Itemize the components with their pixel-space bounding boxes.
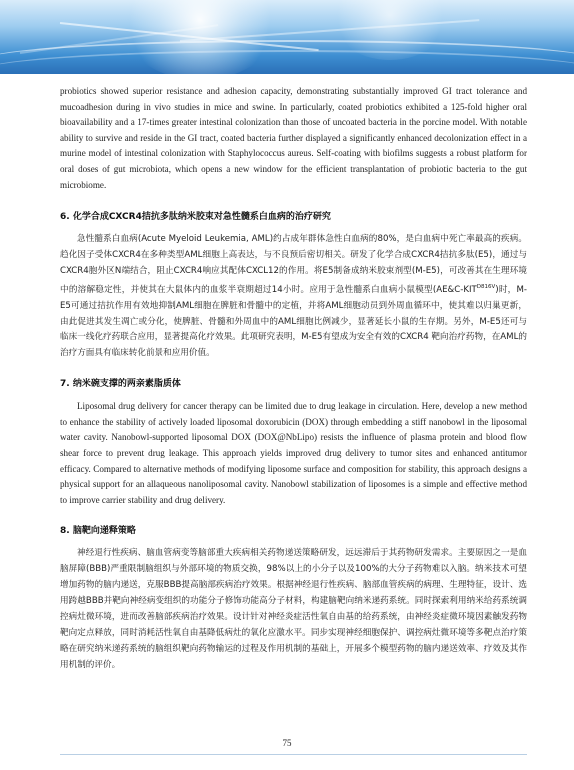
paragraph-aml-part1: 急性髓系白血病(Acute Myeloid Leukemia, AML)约占成年群体急性白血病的80%，是白血病中死亡率最高的疾病。趋化因子受体CXCR4在多种类型AML细胞上高表达，与不良预后密切相关。研发了化学合成CXCR4拮抗多肽(E5)，通过与CXCR4胞外区N端结合，阻止CXCR4响应其配体CXCL12的作用。将E5制备成纳米胶束剂型(M-E5)，可改善其在生理环境中的溶解稳定性，并使其在大鼠体内的血浆半衰期超过14小时。应用于急性髓系白血病小鼠模型(AE&C-KIT <box>60 234 527 295</box>
page-number: 75 <box>282 738 292 748</box>
paragraph-probiotics: probiotics showed superior resistance and adhesion capacity, demonstrating substantially improved GI tract tolerance and mucoadhesion during in vivo studies in mice and swine. In particularly, coated probiotics exhibited a 125-fold higher oral bioavailability and a 17-times greater intestinal colonization than those of uncoated bacteria in the porcine model. With notable ability to survive and reside in the GI tract, coated bacteria further displayed a significantly enhanced decolonization effect in a murine model of intestinal colonization with Staphylococcus aureus. Self-coating with biofilms suggests a robust platform for oral doses of gut microbiota, which opens a new window for the efficient transplantation of probiotic bacteria to the gut microbiome. <box>60 86 527 190</box>
section-heading-7: 7. 纳米碗支撑的两亲素脂质体 <box>60 379 181 390</box>
paragraph-aml <box>60 232 527 362</box>
page-content <box>60 84 527 674</box>
section-heading-6: 6. 化学合成CXCR4拮抗多肽纳米胶束对急性髓系白血病的治疗研究 <box>60 212 331 223</box>
section-heading-8: 8. 脑靶向递释策略 <box>60 526 136 537</box>
header-banner <box>0 0 574 74</box>
footer-rule <box>60 754 527 755</box>
superscript-d816v: D816V <box>476 283 496 290</box>
paragraph-brain-targeting: 神经退行性疾病、脑血管病变等脑部重大疾病相关药物递送策略研发，远远滞后于其药物研发需求。主要原因之一是血脑屏障(BBB)严重限制脑组织与外部环境的物质交换，98%以上的小分子以及100%的大分子药物难以入脑。纳米技术可望增加药物的脑内递送，克服BBB提高脑部疾病治疗效果。根据神经退行性疾病、脑部血管疾病的病理、生理特征，设计、选用跨越BBB并靶向神经病变组织的功能分子修饰功能高分子材料，构建脑靶向纳米递药系统。同时探索利用纳米给药系统调控病灶微环境，进而改善脑部疾病治疗效果。设计针对神经炎症活性氧自由基的给药系统，由神经炎症微环境因素触发药物靶向定点释放，同时消耗活性氧自由基降低病灶的氧化应激水平。同步实现神经细胞保护、调控病灶微环境等多靶点治疗策略在研究纳米递药系统的脑组织靶向药物输运的过程及作用机制的基础上，开展多个模型药物的脑内递送效率、疗效及其作用机制的评价。 <box>60 548 527 670</box>
paragraph-liposome: Liposomal drug delivery for cancer therapy can be limited due to drug leakage in circulation. Here, develop a new method to enhance the stability of actively loaded liposomal doxorubicin (DOX) through embedding a stiff nanobowl in the liposomal water cavity. Nanobowl-supported liposomal DOX (DOX@NbLipo) resists the influence of plasma protein and blood flow shear force to prevent drug leakage. This approach yields improved drug delivery to tumor sites and enhanced antitumor efficacy. Compared to alternative methods of modifying liposome surface and composition for stability, this approach designs a physical support for an allaqueous nanoliposomal cavity. Nanobowl stabilization of liposomes is a simple and effective method to improve carrier stability and drug delivery. <box>60 401 527 505</box>
paragraph-aml-part2: )时，M-E5可通过拮抗作用有效地抑制AML细胞在脾脏和骨髓中的定植，并将AML细胞动员到外周血循环中，使其难以归巢更新，由此促进其发生凋亡或分化，使脾脏、骨髓和外周血中的AML细胞比例减少，显著延长小鼠的生存期。另外，M-E5还可与临床一线化疗药联合应用，显著提高化疗效果。此项研究表明，M-E5有望成为安全有效的CXCR4 靶向治疗药物，在AML的治疗方面具有临床转化前景和应用价值。 <box>60 284 527 359</box>
